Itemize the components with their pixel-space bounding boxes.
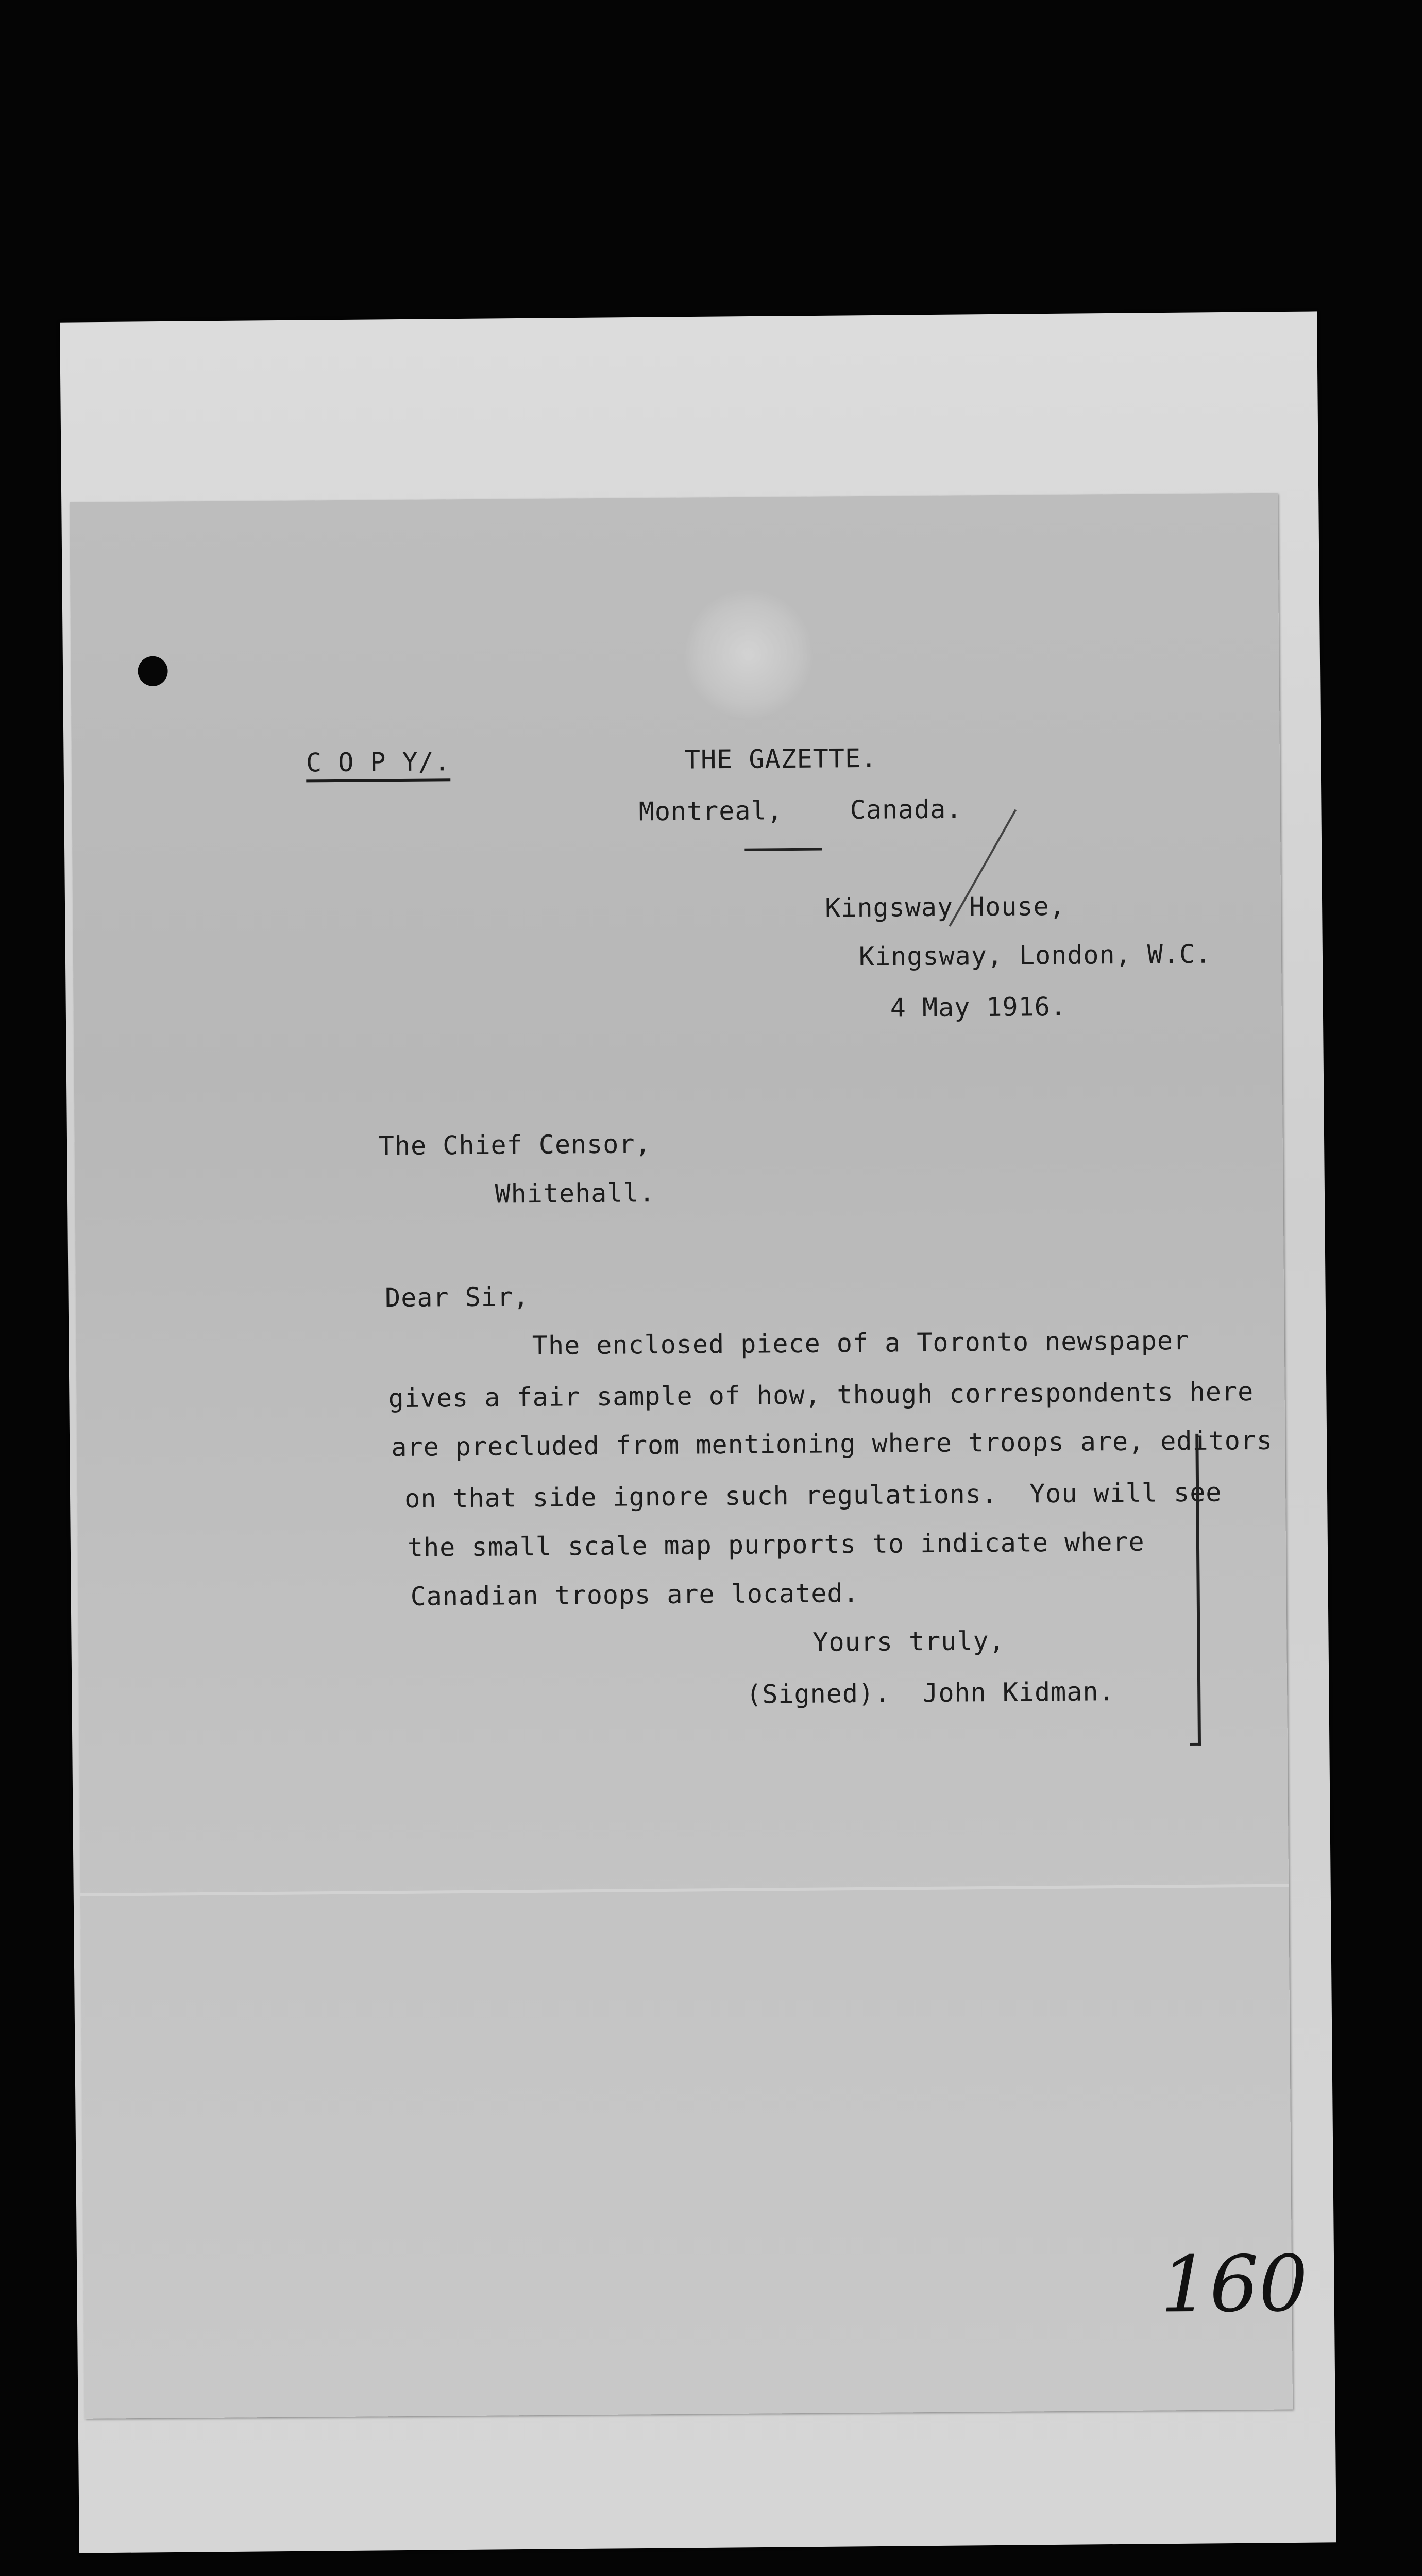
closing: Yours truly, — [812, 1625, 1005, 1657]
address-line-2: Kingsway, London, W.C. — [858, 939, 1212, 972]
address-line-1: Kingsway House, — [825, 891, 1065, 923]
letter-page — [70, 493, 1309, 2419]
page-fold — [80, 1884, 1289, 1896]
signature: (Signed). John Kidman. — [746, 1676, 1115, 1709]
body-line-3: are precluded from mentioning where troops are, editors — [391, 1425, 1273, 1463]
embossed-seal — [683, 589, 813, 719]
body-line-4: on that side ignore such regulations. You will see — [404, 1477, 1222, 1514]
copy-mark: C O P Y/. — [306, 747, 450, 782]
body-line-5: the small scale map purports to indicate where — [407, 1527, 1145, 1563]
recipient-line-1: The Chief Censor, — [378, 1129, 651, 1161]
punch-hole — [138, 656, 167, 686]
salutation: Dear Sir, — [384, 1282, 530, 1313]
letter-date: 4 May 1916. — [890, 991, 1067, 1023]
body-line-6: Canadian troops are located. — [410, 1578, 859, 1612]
letterhead-name: THE GAZETTE. — [684, 743, 877, 775]
letterhead-city: Montreal, — [638, 795, 783, 827]
letterhead-country: Canada. — [850, 794, 962, 825]
recipient-line-2: Whitehall. — [495, 1178, 655, 1209]
folio-number: 160 — [1160, 2239, 1309, 2330]
body-line-2: gives a fair sample of how, though correspondents here — [388, 1377, 1254, 1414]
body-line-1: The enclosed piece of a Toronto newspaper — [532, 1325, 1190, 1361]
letterhead-rule — [744, 848, 822, 851]
